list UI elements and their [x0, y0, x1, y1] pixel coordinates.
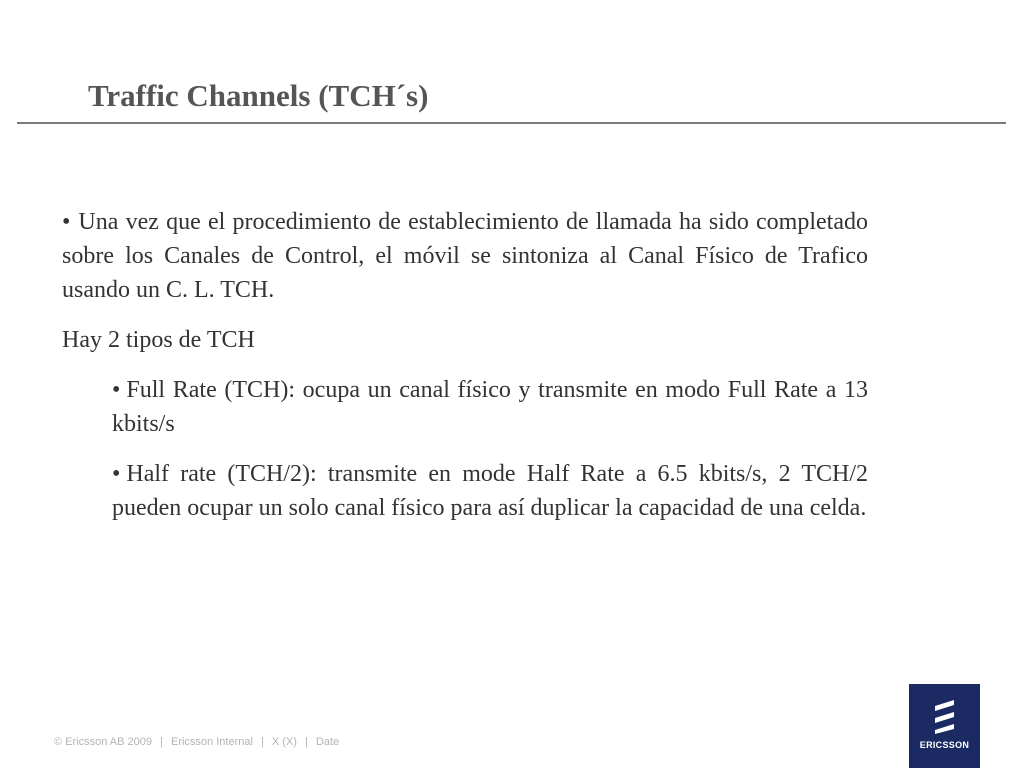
footer-classification: Ericsson Internal: [170, 736, 253, 748]
sub-bullet-text: Half rate (TCH/2): transmite en mode Half Rate a 6.5 kbits/s, 2 TCH/2 pueden ocupar un solo canal físico para así duplicar la capacidad de una celda.: [112, 461, 868, 521]
footer-separator: |: [160, 736, 163, 748]
intro-text: Hay 2 tipos de TCH: [62, 327, 255, 353]
sub-bullet-full-rate: [112, 373, 868, 441]
logo-wordmark: ERICSSON: [919, 740, 970, 750]
ericsson-logo: [909, 684, 980, 768]
title-divider: [17, 122, 1006, 124]
footer-separator: |: [260, 736, 264, 748]
slide-title: Traffic Channels (TCH´s): [88, 78, 429, 113]
sub-bullet-text: Full Rate (TCH): ocupa un canal físico y transmite en modo Full Rate a 13 kbits/s: [112, 377, 868, 437]
bullet-icon: •: [62, 209, 71, 235]
slide-footer: [54, 736, 339, 748]
footer-doc-number: X (X): [271, 736, 297, 748]
sub-bullet-half-rate: [112, 457, 868, 525]
bullet-icon: •: [112, 461, 121, 487]
footer-separator: |: [305, 736, 308, 748]
slide-content: [62, 205, 868, 541]
ericsson-logo-icon: [931, 698, 958, 734]
footer-date: Date: [315, 736, 340, 748]
lead-bullet: [62, 205, 868, 307]
footer-copyright: © Ericsson AB 2009: [54, 736, 152, 748]
bullet-icon: •: [112, 377, 121, 403]
lead-text: Una vez que el procedimiento de establecimiento de llamada ha sido completado sobre los Canales de Control, el móvil se sintoniza al Canal Físico de Trafico usando un C. L. TCH.: [62, 209, 868, 303]
